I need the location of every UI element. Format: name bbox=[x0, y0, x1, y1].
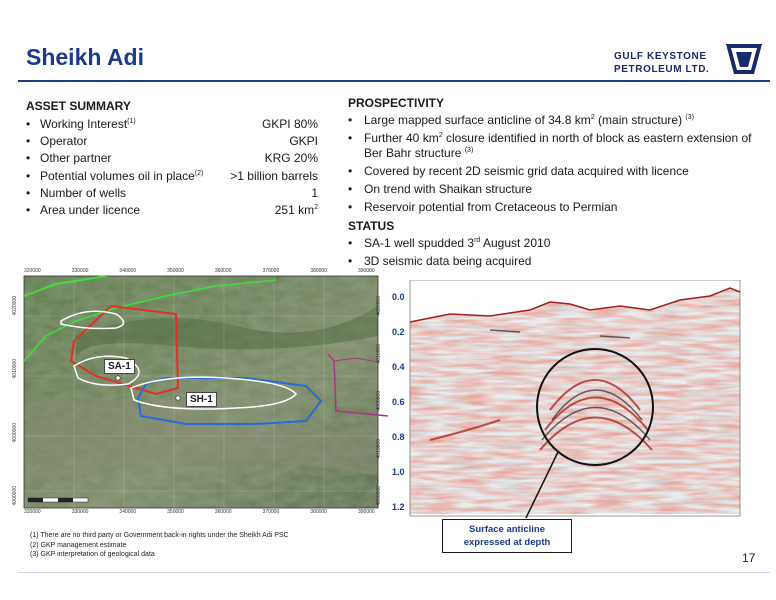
map-tick-label: 4000000 bbox=[376, 486, 382, 506]
status-text: August 2010 bbox=[480, 236, 551, 250]
map-tick-label: 320000 bbox=[24, 268, 41, 274]
asset-value bbox=[311, 185, 318, 202]
company-logo bbox=[614, 40, 766, 76]
callout-line-1: Surface anticline bbox=[468, 524, 546, 535]
asset-item bbox=[26, 133, 318, 150]
prospectivity-text: (main structure) bbox=[594, 113, 686, 127]
asset-value bbox=[265, 150, 318, 167]
prospectivity-footnote: (3) bbox=[464, 147, 474, 154]
map-tick-label: 350000 bbox=[167, 268, 184, 274]
depth-tick-label: 0.6 bbox=[392, 397, 405, 407]
status-sup: rd bbox=[474, 237, 481, 244]
prospectivity-item bbox=[348, 131, 768, 161]
bullet-icon: • bbox=[26, 151, 31, 166]
asset-value-text: KRG 20% bbox=[264, 151, 318, 166]
prospectivity-text: closure identified in north of block as eastern extension of Ber Bahr structure bbox=[364, 131, 752, 160]
licence-map bbox=[12, 266, 388, 516]
map-tick-label: 330000 bbox=[71, 509, 89, 515]
prospectivity-item bbox=[348, 182, 768, 197]
status-item bbox=[348, 236, 768, 251]
bullet-icon: • bbox=[348, 164, 353, 178]
prospectivity-text: On trend with Shaikan structure bbox=[364, 182, 533, 196]
asset-value bbox=[275, 202, 318, 219]
map-top-axis bbox=[16, 268, 388, 276]
bullet-icon: • bbox=[26, 168, 31, 183]
asset-label bbox=[40, 133, 87, 150]
depth-tick-label: 1.2 bbox=[392, 502, 405, 512]
asset-value-text: GKPI 80% bbox=[261, 117, 318, 131]
status-text: 3D seismic data being acquired bbox=[364, 254, 532, 268]
logo-text bbox=[614, 50, 709, 76]
map-tick-label: 380000 bbox=[310, 268, 327, 274]
depth-tick-label: 0.0 bbox=[392, 292, 405, 302]
asset-value bbox=[262, 116, 318, 133]
prospectivity-footnote: (3) bbox=[685, 114, 694, 121]
asset-label-text: Potential volumes oil in place bbox=[40, 168, 195, 183]
asset-label-footnote: (1) bbox=[127, 118, 136, 125]
seismic-depth-axis bbox=[390, 280, 410, 518]
well-label-sa1: SA-1 bbox=[104, 359, 135, 374]
map-tick-label: 330000 bbox=[71, 268, 89, 274]
bullet-icon: • bbox=[348, 131, 353, 145]
asset-label-text: Area under licence bbox=[40, 202, 141, 217]
bullet-icon: • bbox=[26, 117, 31, 131]
asset-item bbox=[26, 150, 318, 167]
bullet-icon: • bbox=[348, 113, 353, 127]
asset-label-text: Number of wells bbox=[40, 185, 127, 200]
status-list bbox=[348, 236, 768, 272]
asset-item bbox=[26, 168, 318, 185]
asset-label bbox=[40, 185, 126, 202]
map-bottom-axis bbox=[16, 509, 388, 517]
asset-label bbox=[40, 150, 111, 167]
asset-value-text: >1 billion barrels bbox=[230, 168, 318, 183]
prospectivity-text: Reservoir potential from Cretaceous to Permian bbox=[364, 200, 618, 214]
bullet-icon: • bbox=[348, 200, 353, 214]
map-tick-label: 4010000 bbox=[376, 438, 382, 458]
prospectivity-text: Large mapped surface anticline of 34.8 km bbox=[364, 113, 591, 127]
footnote-line: (1) There are no third party or Government back-in rights under the Sheikh Adi PSC bbox=[30, 532, 289, 539]
prospectivity-text: Further 40 km bbox=[364, 131, 439, 145]
footnote-line: (2) GKP management estimate bbox=[30, 541, 127, 549]
map-frame bbox=[16, 266, 388, 516]
asset-label-footnote: (2) bbox=[194, 169, 204, 177]
depth-tick-label: 0.8 bbox=[392, 432, 405, 442]
map-tick-label: 4020000 bbox=[12, 296, 18, 316]
asset-label-text: Working Interest bbox=[40, 117, 128, 131]
map-tick-label: 4000000 bbox=[12, 486, 18, 506]
depth-tick-label: 0.4 bbox=[392, 362, 405, 372]
map-tick-label: 4020000 bbox=[376, 296, 382, 316]
status-item bbox=[348, 254, 768, 269]
asset-item bbox=[26, 116, 318, 133]
map-tick-label: 4000000 bbox=[376, 391, 382, 411]
asset-value bbox=[289, 133, 318, 150]
map-tick-label: 340000 bbox=[119, 509, 137, 515]
asset-item bbox=[26, 185, 318, 202]
asset-summary-heading: ASSET SUMMARY bbox=[26, 99, 131, 113]
asset-label bbox=[40, 168, 203, 185]
bullet-icon: • bbox=[26, 134, 31, 149]
seismic-callout bbox=[442, 519, 572, 553]
asset-label-text: Other partner bbox=[40, 151, 112, 166]
logo-line-2: PETROLEUM LTD. bbox=[614, 64, 710, 75]
prospectivity-heading: PROSPECTIVITY bbox=[348, 96, 445, 110]
map-tick-label: 4010000 bbox=[376, 343, 382, 363]
asset-value-text: 1 bbox=[311, 185, 318, 200]
map-tick-label: 320000 bbox=[24, 509, 41, 515]
bullet-icon: • bbox=[348, 182, 353, 196]
map-tick-label: 4010000 bbox=[12, 359, 18, 379]
callout-line-2: expressed at depth bbox=[463, 537, 551, 548]
asset-label bbox=[40, 202, 140, 219]
bullet-icon: • bbox=[26, 202, 31, 217]
asset-item bbox=[26, 202, 318, 219]
depth-tick-label: 0.2 bbox=[392, 327, 405, 337]
prospectivity-sup: 2 bbox=[590, 114, 595, 121]
bullet-icon: • bbox=[348, 236, 353, 250]
footnotes bbox=[30, 531, 289, 560]
keystone-logo-icon bbox=[724, 40, 764, 76]
logo-line-1: GULF KEYSTONE bbox=[614, 51, 707, 62]
prospectivity-sup: 2 bbox=[438, 132, 443, 139]
asset-value-sup: 2 bbox=[314, 203, 318, 211]
map-tick-label: 340000 bbox=[119, 268, 137, 274]
asset-label bbox=[40, 116, 136, 133]
footnote-line: (3) GKP interpretation of geological data bbox=[30, 551, 155, 558]
map-tick-label: 370000 bbox=[262, 268, 280, 274]
seismic-image bbox=[390, 280, 754, 518]
asset-label-text: Operator bbox=[40, 134, 88, 149]
asset-summary-list bbox=[26, 116, 318, 219]
prospectivity-list bbox=[348, 113, 768, 218]
page-number: 17 bbox=[742, 551, 756, 565]
asset-value bbox=[230, 168, 318, 185]
map-tick-label: 350000 bbox=[167, 509, 184, 515]
map-tick-label: 360000 bbox=[214, 268, 232, 274]
depth-tick-label: 1.0 bbox=[392, 467, 405, 477]
map-tick-label: 380000 bbox=[310, 509, 327, 515]
map-tick-label: 360000 bbox=[214, 509, 232, 515]
prospectivity-item bbox=[348, 113, 768, 128]
status-heading: STATUS bbox=[348, 219, 395, 233]
map-tick-label: 4000000 bbox=[12, 422, 18, 443]
asset-value-text: 251 km bbox=[274, 202, 315, 217]
page-title: Sheikh Adi bbox=[26, 44, 144, 70]
title-divider bbox=[18, 80, 770, 82]
prospectivity-item bbox=[348, 164, 768, 179]
seismic-section bbox=[390, 280, 754, 518]
map-left-axis bbox=[12, 276, 24, 508]
status-text: SA-1 well spudded 3 bbox=[364, 236, 475, 250]
map-right-axis bbox=[376, 276, 388, 508]
well-label-sh1: SH-1 bbox=[186, 392, 217, 407]
prospectivity-text: Covered by recent 2D seismic grid data acquired with licence bbox=[364, 164, 689, 178]
prospectivity-item bbox=[348, 200, 768, 215]
footer-divider bbox=[18, 572, 770, 573]
map-tick-label: 370000 bbox=[262, 509, 280, 515]
bullet-icon: • bbox=[26, 185, 31, 200]
map-tick-label: 390000 bbox=[358, 509, 375, 515]
bullet-icon: • bbox=[348, 254, 353, 268]
asset-value-text: GKPI bbox=[289, 134, 318, 149]
map-tick-label: 390000 bbox=[358, 268, 375, 274]
